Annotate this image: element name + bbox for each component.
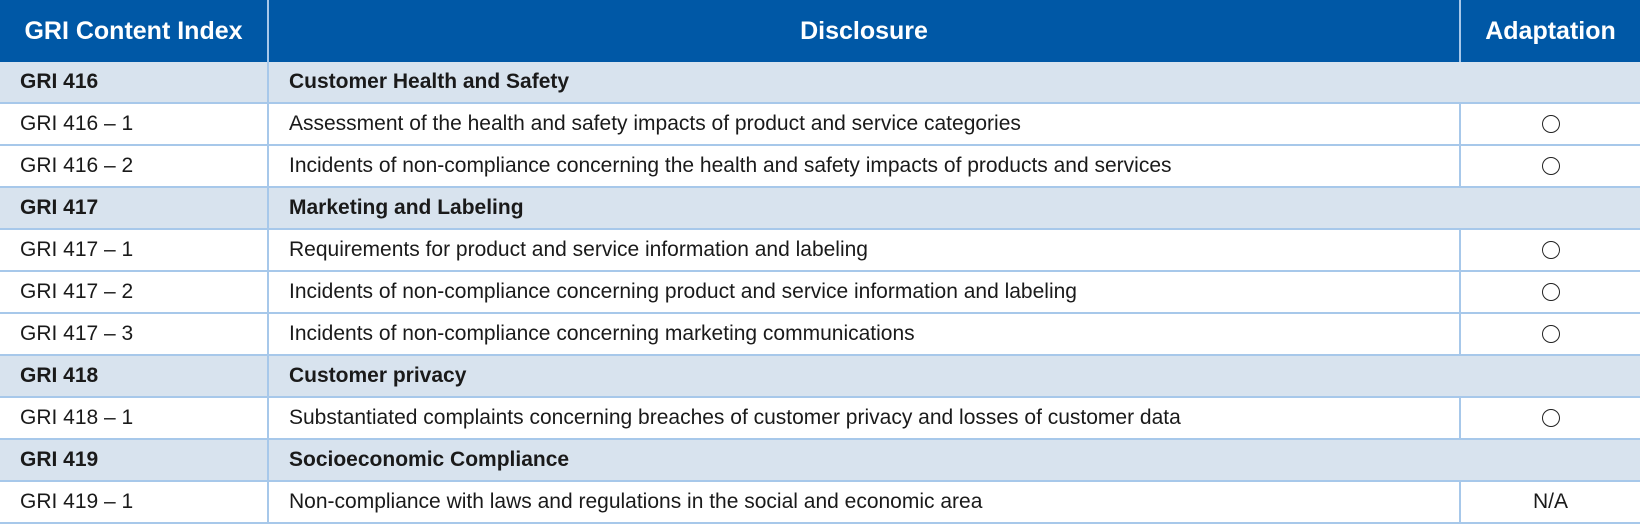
- adaptation-cell: [1460, 313, 1640, 355]
- group-row: [0, 355, 1640, 397]
- table-row: [0, 271, 1640, 313]
- table-row: [0, 229, 1640, 271]
- table-row: [0, 103, 1640, 145]
- header-gri-content-index: GRI Content Index: [0, 0, 268, 62]
- header-disclosure: Disclosure: [268, 0, 1460, 62]
- disclosure-title: Incidents of non-compliance concerning product and service information and labeling: [268, 271, 1460, 313]
- disclosure-code: GRI 417 – 1: [0, 229, 268, 271]
- table-row: [0, 313, 1640, 355]
- group-title: Socioeconomic Compliance: [268, 439, 1640, 481]
- header-row: [0, 0, 1640, 62]
- table-row: [0, 397, 1640, 439]
- disclosure-title: Substantiated complaints concerning breaches of customer privacy and losses of customer data: [268, 397, 1460, 439]
- disclosure-code: GRI 417 – 2: [0, 271, 268, 313]
- group-code: GRI 416: [0, 62, 268, 103]
- circle-icon: [1542, 325, 1560, 343]
- circle-icon: [1542, 283, 1560, 301]
- disclosure-title: Incidents of non-compliance concerning the health and safety impacts of products and services: [268, 145, 1460, 187]
- disclosure-title: Incidents of non-compliance concerning marketing communications: [268, 313, 1460, 355]
- group-title: Customer privacy: [268, 355, 1640, 397]
- disclosure-title: Non-compliance with laws and regulations in the social and economic area: [268, 481, 1460, 523]
- adaptation-text: N/A: [1532, 490, 1568, 513]
- group-code: GRI 419: [0, 439, 268, 481]
- disclosure-code: GRI 417 – 3: [0, 313, 268, 355]
- adaptation-cell: [1460, 145, 1640, 187]
- header-adaptation: Adaptation: [1460, 0, 1640, 62]
- group-title: Marketing and Labeling: [268, 187, 1640, 229]
- adaptation-cell: [1460, 271, 1640, 313]
- table-row: [0, 481, 1640, 523]
- group-row: [0, 187, 1640, 229]
- group-code: GRI 417: [0, 187, 268, 229]
- disclosure-title: Requirements for product and service information and labeling: [268, 229, 1460, 271]
- adaptation-cell: [1460, 103, 1640, 145]
- disclosure-title: Assessment of the health and safety impacts of product and service categories: [268, 103, 1460, 145]
- adaptation-cell: [1460, 229, 1640, 271]
- adaptation-cell: [1460, 481, 1640, 523]
- group-row: [0, 62, 1640, 103]
- disclosure-code: GRI 419 – 1: [0, 481, 268, 523]
- disclosure-code: GRI 418 – 1: [0, 397, 268, 439]
- group-row: [0, 439, 1640, 481]
- table-header: [0, 0, 1640, 62]
- group-code: GRI 418: [0, 355, 268, 397]
- table-row: [0, 145, 1640, 187]
- circle-icon: [1542, 115, 1560, 133]
- group-title: Customer Health and Safety: [268, 62, 1640, 103]
- circle-icon: [1542, 409, 1560, 427]
- circle-icon: [1542, 241, 1560, 259]
- disclosure-code: GRI 416 – 2: [0, 145, 268, 187]
- adaptation-cell: [1460, 397, 1640, 439]
- table-body: [0, 62, 1640, 523]
- disclosure-code: GRI 416 – 1: [0, 103, 268, 145]
- circle-icon: [1542, 157, 1560, 175]
